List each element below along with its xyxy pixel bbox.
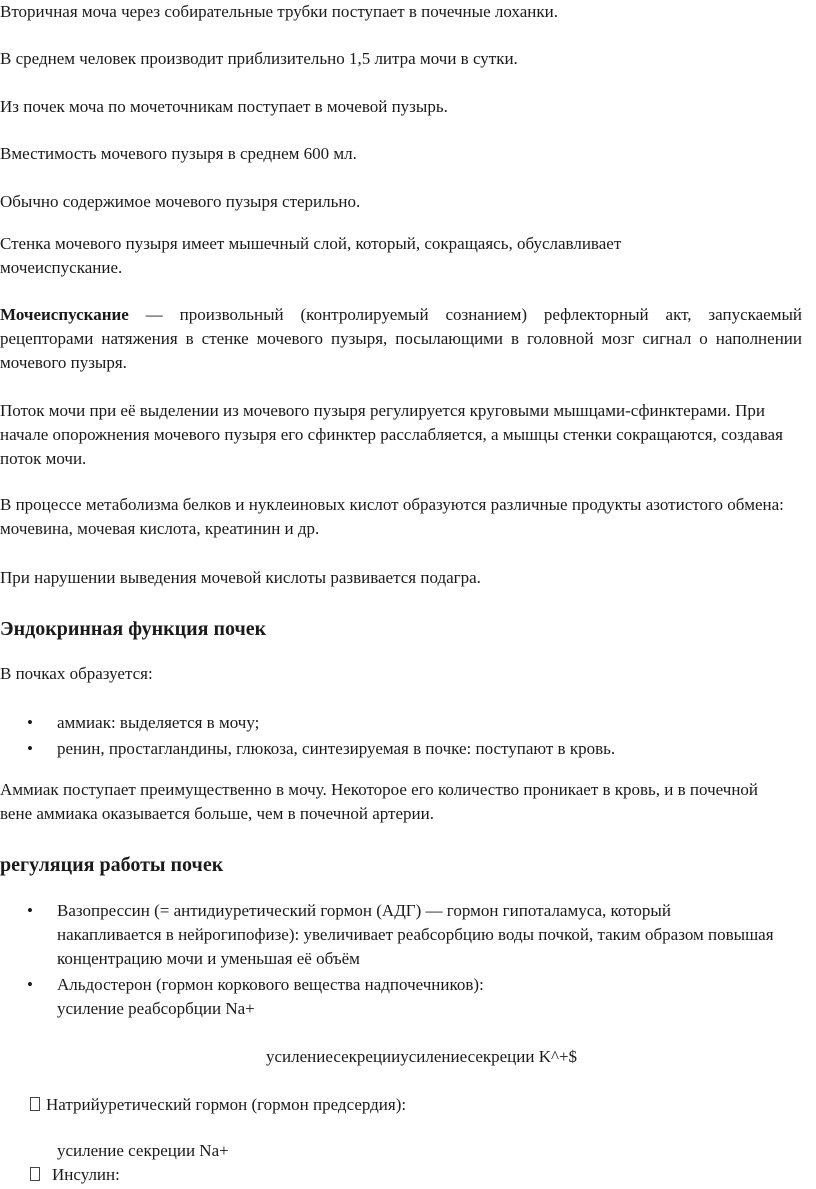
paragraph: Из почек моча по мочеточникам поступает в мочевой пузырь.: [0, 97, 448, 116]
bullet-icon: •: [27, 739, 33, 758]
paragraph: Вместимость мочевого пузыря в среднем 600 мл.: [0, 144, 357, 163]
endocrine-intro: В почках образуется:: [0, 664, 153, 683]
list-item: • аммиак: выделяется в мочу;: [0, 711, 802, 735]
paragraph: При нарушении выведения мочевой кислоты развивается подагра.: [0, 568, 481, 587]
list-item: • Вазопрессин (= антидиуретический гормон (АДГ) — гормон гипоталамуса, который накапливается в нейрогипофизе): увеличивает реабсорбцию воды почкой, таким образом повышая концентрацию мочи и уменьшая её объём: [27, 901, 774, 968]
natriuretic-item: Натрийуретический гормон (гормон предсердия):: [30, 1093, 406, 1117]
section-heading-endocrine: Эндокринная функция почек: [0, 618, 267, 640]
paragraph: Поток мочи при её выделении из мочевого пузыря регулируется круговыми мышцами-сфинктерами. При начале опорожнения мочевого пузыря его сфинктер расслабляется, а мышцы стенки сокращаются, создавая поток мочи.: [0, 401, 783, 468]
paragraph: Вторичная моча через собирательные трубки поступает в почечные лоханки.: [0, 2, 558, 21]
aldosterone-effect: усиление реабсорбции Na+: [57, 999, 255, 1018]
natriuretic-effect: усиление секреции Na+: [57, 1141, 229, 1160]
missing-glyph-icon: [30, 1167, 40, 1181]
bullet-icon: •: [27, 975, 33, 994]
list-item: • ренин, простагландины, глюкоза, синтезируемая в почке: поступают в кровь.: [0, 737, 802, 761]
paragraph: Стенка мочевого пузыря имеет мышечный слой, который, сокращаясь, обуславливает мочеиспускание.: [0, 234, 622, 277]
list-item: • Альдостерон (гормон коркового вещества надпочечников):: [0, 973, 776, 997]
regulation-list: [0, 899, 776, 997]
paragraph: Аммиак поступает преимущественно в мочу. Некоторое его количество проникает в кровь, и в почечной вене аммиака оказывается больше, чем в почечной артерии.: [0, 780, 759, 823]
formula-line: усилениесекрецииусилениесекреции K^+$: [266, 1047, 578, 1066]
section-heading-regulation: регуляция работы почек: [0, 854, 224, 876]
definition-text: — произвольный (контролируемый сознанием) рефлекторный акт, запускаемый рецепторами натяжения в стенке мочевого пузыря, посылающими в головной мозг сигнал о наполнении мочевого пузыря.: [0, 305, 802, 372]
micturition-definition: [0, 303, 802, 375]
term-micturition: Мочеиспускание: [0, 305, 129, 324]
paragraph: Обычно содержимое мочевого пузыря стерильно.: [0, 192, 361, 211]
endocrine-list: [0, 711, 802, 761]
paragraph: В процессе метаболизма белков и нуклеиновых кислот образуются различные продукты азотистого обмена: мочевина, мочевая кислота, креатинин и др.: [0, 495, 784, 538]
bullet-icon: •: [27, 901, 33, 920]
bullet-icon: •: [27, 713, 33, 732]
insulin-item: Инсулин:: [30, 1163, 120, 1187]
paragraph: В среднем человек производит приблизительно 1,5 литра мочи в сутки.: [0, 49, 518, 68]
missing-glyph-icon: [30, 1097, 40, 1111]
